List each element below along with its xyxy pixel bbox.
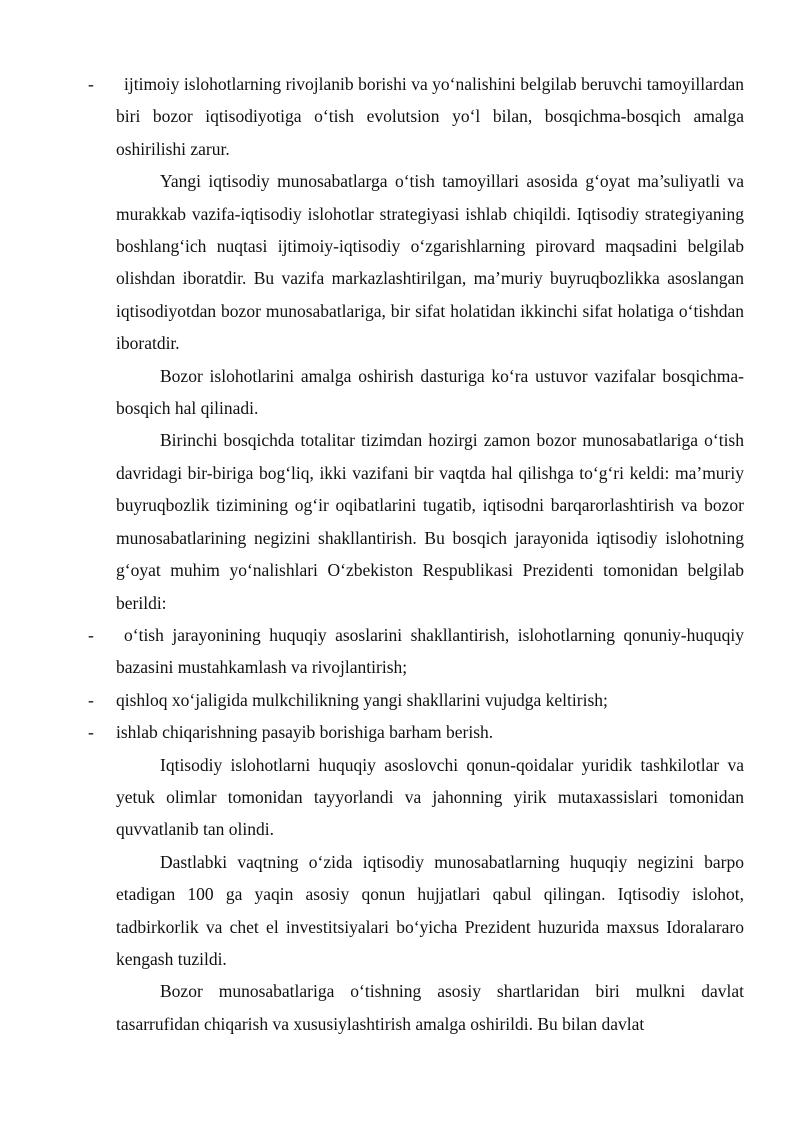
dash-marker: - (88, 624, 94, 645)
bullet-text: ishlab chiqarishning pasayib borishiga barham berish. (116, 722, 494, 743)
paragraph: Bozor munosabatlariga o‘tishning asosiy shartlaridan biri mulkni davlat tasarrufidan chiqarish va xususiylashtirish amalga oshirildi. Bu bilan davlat (116, 981, 744, 1034)
paragraph: Bozor islohotlarini amalga oshirish dasturiga ko‘ra ustuvor vazifalar bosqichma-bosqich hal qilinadi. (116, 365, 744, 419)
dash-marker: - (88, 722, 94, 743)
paragraph: Yangi iqtisodiy munosabatlarga o‘tish tamoyillari asosida g‘oyat ma’suliyatli va murakkab vazifa-iqtisodiy islohotlar strategiyasi ishlab chiqildi. Iqtisodiy strategiyaning boshlang‘ich nuqtasi ijtimoiy-iqtisodiy o‘zgarishlarning pirovard maqsadini belgilab olishdan iboratdir. Bu vazifa markazlashtirilgan, ma’muriy buyruqbozlikka asoslangan iqtisodiyotdan bozor munosabatlariga, bir sifat holatidan ikkinchi sifat holatiga o‘tishdan iboratdir. (116, 171, 744, 354)
bullet-item (0, 716, 800, 748)
bullet-text: qishloq xo‘jaligida mulkchilikning yangi shakllarini vujudga keltirish; (116, 689, 608, 710)
dash-marker: - (88, 74, 94, 94)
bullet-item (0, 619, 800, 684)
document-page (0, 68, 800, 1040)
paragraph: Iqtisodiy islohotlarni huquqiy asoslovchi qonun-qoidalar yuridik tashkilotlar va yetuk olimlar tomonidan tayyorlandi va jahonning yirik mutaxassislari tomonidan quvvatlanib tan olindi. (116, 754, 744, 840)
bullet-item (0, 684, 800, 716)
dash-marker: - (88, 689, 94, 710)
bullet-text: ijtimoiy islohotlarning rivojlanib borishi va yo‘nalishini belgilab beruvchi tamoyillardan biri bozor iqtisodiyotiga o‘tish evolutsion yo‘l bilan, bosqichma-bosqich amalga oshirilishi zarur. (116, 74, 744, 159)
bullet-text: o‘tish jarayonining huquqiy asoslarini shakllantirish, islohotlarning qonuniy-huquqiy bazasini mustahkamlash va rivojlantirish; (116, 624, 744, 678)
paragraph: Birinchi bosqichda totalitar tizimdan hozirgi zamon bozor munosabatlariga o‘tish davridagi bir-biriga bog‘liq, ikki vazifani bir vaqtda hal qilishga to‘g‘ri keldi: ma’muriy buyruqbozlik tizimining og‘ir oqibatlarini tugatib, iqtisodni barqarorlashtirish va bozor munosabatlarining negizini shakllantirish. Bu bosqich jarayonida iqtisodiy islohotning g‘oyat muhim yo‘nalishlari O‘zbekiston Respublikasi Prezidenti tomonidan belgilab berildi: (116, 430, 744, 613)
paragraph: Dastlabki vaqtning o‘zida iqtisodiy munosabatlarning huquqiy negizini barpo etadigan 100 ga yaqin asosiy qonun hujjatlari qabul qilingan. Iqtisodiy islohot, tadbirkorlik va chet el investitsiyalari bo‘yicha Prezident huzurida maxsus Idoralararo kengash tuzildi. (116, 851, 744, 969)
bullet-item (0, 68, 800, 165)
